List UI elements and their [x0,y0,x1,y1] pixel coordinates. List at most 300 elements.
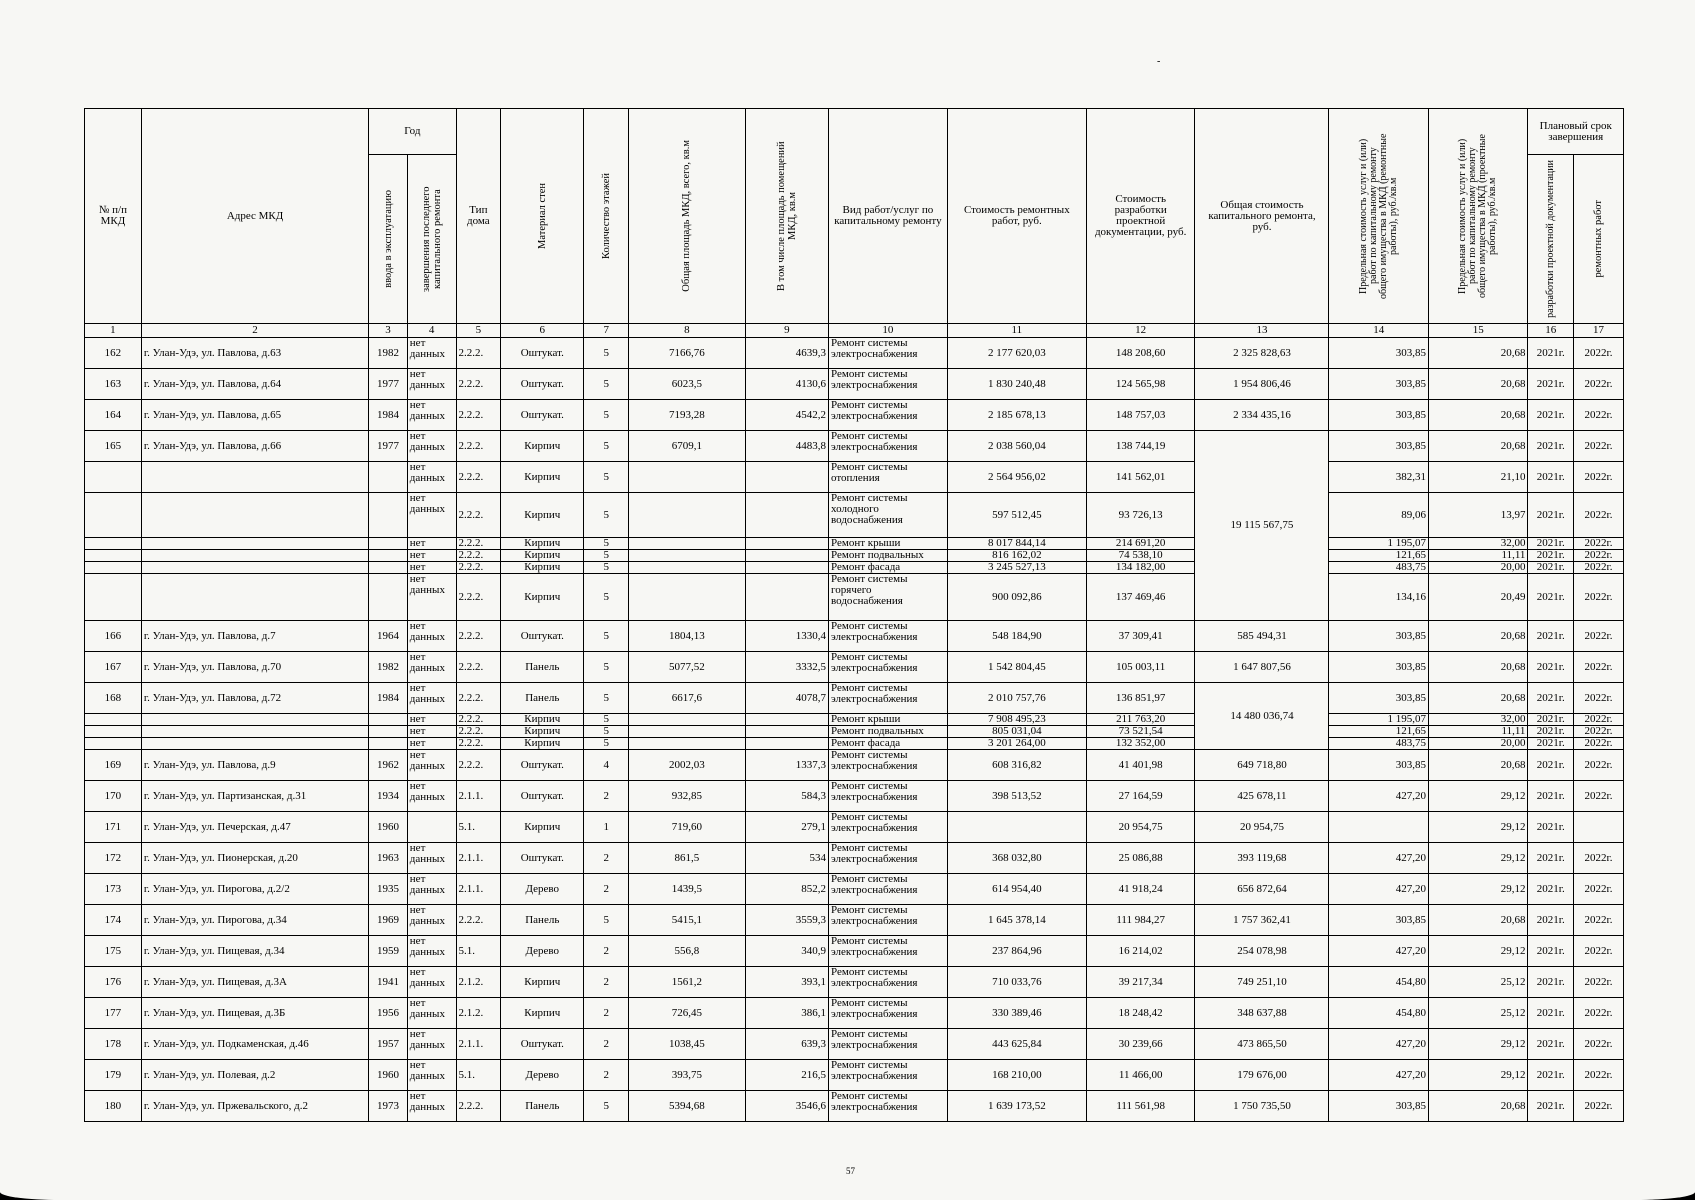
table-cell: нет данных [407,652,456,683]
table-cell: 121,65 [1329,550,1428,562]
page-number: 57 [846,1166,855,1176]
table-cell: 2022г. [1574,562,1624,574]
table-cell: 2.1.1. [456,781,501,812]
table-cell [141,714,368,726]
table-cell [369,462,408,493]
table-cell: нет данных [407,750,456,781]
table-cell: 4 [584,750,629,781]
table-cell: 473 865,50 [1195,1029,1329,1060]
table-cell: 585 494,31 [1195,621,1329,652]
table-cell: г. Улан-Удэ, ул. Пищевая, д.34 [141,936,368,967]
table-cell: 32,00 [1428,538,1527,550]
table-cell: 2.2.2. [456,652,501,683]
table-cell: 2022г. [1574,1060,1624,1091]
table-cell [85,574,142,621]
table-cell: Оштукат. [501,369,584,400]
table-cell: 1935 [369,874,408,905]
table-cell: 649 718,80 [1195,750,1329,781]
table-cell: 386,1 [745,998,828,1029]
table-cell: 6617,6 [629,683,746,714]
table-cell: Кирпич [501,550,584,562]
table-cell: 1 647 807,56 [1195,652,1329,683]
table-cell: г. Улан-Удэ, ул. Павлова, д.64 [141,369,368,400]
table-cell: 211 763,20 [1086,714,1195,726]
table-cell: 25,12 [1428,967,1527,998]
table-row [85,562,1624,574]
table-cell: 170 [85,781,142,812]
table-row [85,967,1624,998]
table-cell: Оштукат. [501,338,584,369]
table-cell: 29,12 [1428,781,1527,812]
table-cell: 2021г. [1528,843,1574,874]
header-col-repair-deadline: ремонтных работ [1574,155,1624,324]
table-cell: 816 162,02 [947,550,1086,562]
table-cell: 172 [85,843,142,874]
table-cell: 11,11 [1428,550,1527,562]
col-number: 10 [829,324,948,338]
table-cell: 368 032,80 [947,843,1086,874]
table-cell: нет данных [407,400,456,431]
table-cell: 1982 [369,652,408,683]
table-row [85,683,1624,714]
table-cell [141,493,368,538]
table-cell: 2.2.2. [456,726,501,738]
table-cell: 1959 [369,936,408,967]
table-cell: 7 908 495,23 [947,714,1086,726]
table-cell [629,538,746,550]
table-cell [141,562,368,574]
table-cell: 2021г. [1528,462,1574,493]
col-number: 16 [1528,324,1574,338]
table-row [85,493,1624,538]
table-cell: 27 164,59 [1086,781,1195,812]
table-cell: 121,65 [1329,726,1428,738]
table-cell: 483,75 [1329,738,1428,750]
table-cell: 1969 [369,905,408,936]
table-cell: Кирпич [501,431,584,462]
table-cell: 169 [85,750,142,781]
table-cell: 427,20 [1329,781,1428,812]
table-cell: 2021г. [1528,538,1574,550]
table-cell [369,562,408,574]
table-cell: Дерево [501,874,584,905]
table-header [85,109,1624,338]
table-cell: 164 [85,400,142,431]
table-cell: 1330,4 [745,621,828,652]
table-cell: 2021г. [1528,369,1574,400]
table-cell: Ремонт системы горячего водоснабжения [829,574,948,621]
table-cell: Оштукат. [501,400,584,431]
table-cell: 2021г. [1528,1060,1574,1091]
table-cell: Ремонт системы электроснабжения [829,400,948,431]
table-cell: 134,16 [1329,574,1428,621]
table-cell: 2.2.2. [456,1091,501,1122]
table-cell: г. Улан-Удэ, ул. Павлова, д.70 [141,652,368,683]
table-row [85,750,1624,781]
table-cell: 30 239,66 [1086,1029,1195,1060]
table-cell [629,562,746,574]
table-cell: 900 092,86 [947,574,1086,621]
header-plan-group: Плановый срок завершения [1528,109,1624,155]
table-cell: 2021г. [1528,781,1574,812]
table-cell: 2021г. [1528,338,1574,369]
table-cell: 2022г. [1574,683,1624,714]
table-cell: Ремонт крыши [829,538,948,550]
table-cell: 303,85 [1329,621,1428,652]
table-cell: 175 [85,936,142,967]
table-cell: 5 [584,338,629,369]
table-cell: 382,31 [1329,462,1428,493]
table-cell: 1934 [369,781,408,812]
table-cell: 2022г. [1574,781,1624,812]
table-cell: нет данных [407,462,456,493]
table-cell: 852,2 [745,874,828,905]
table-cell: 719,60 [629,812,746,843]
table-cell [85,562,142,574]
table-cell: 303,85 [1329,652,1428,683]
table-cell: 2 177 620,03 [947,338,1086,369]
table-cell [141,726,368,738]
table-cell: 5 [584,1091,629,1122]
table-cell: 1439,5 [629,874,746,905]
table-cell: Панель [501,1091,584,1122]
table-cell [85,714,142,726]
table-cell: нет [407,726,456,738]
table-cell: 25,12 [1428,998,1527,1029]
table-cell: нет данных [407,493,456,538]
table-cell: 2021г. [1528,714,1574,726]
table-cell: 2022г. [1574,493,1624,538]
table-cell: 2021г. [1528,652,1574,683]
table-cell: 29,12 [1428,874,1527,905]
table-cell: 165 [85,431,142,462]
table-row [85,400,1624,431]
table-cell: 174 [85,905,142,936]
table-row [85,462,1624,493]
table-row [85,431,1624,462]
table-cell: 427,20 [1329,1060,1428,1091]
table-cell: нет данных [407,338,456,369]
table-cell: 2.1.1. [456,1029,501,1060]
table-cell [85,538,142,550]
table-cell: 2.2.2. [456,621,501,652]
table-cell: 2 [584,874,629,905]
table-cell: 2 325 828,63 [1195,338,1329,369]
table-cell: 2 564 956,02 [947,462,1086,493]
table-cell [85,493,142,538]
table-cell: нет данных [407,967,456,998]
table-cell: 134 182,00 [1086,562,1195,574]
table-cell: 2.2.2. [456,338,501,369]
table-cell: 2021г. [1528,562,1574,574]
table-cell: 7193,28 [629,400,746,431]
table-cell: 5 [584,562,629,574]
table-cell: 20,68 [1428,338,1527,369]
table-cell: Ремонт системы электроснабжения [829,431,948,462]
table-cell: 2 038 560,04 [947,431,1086,462]
table-cell [141,550,368,562]
table-row [85,738,1624,750]
table-cell: 303,85 [1329,1091,1428,1122]
table-cell: 303,85 [1329,750,1428,781]
table-cell: 2 [584,967,629,998]
table-row [85,369,1624,400]
table-cell: 180 [85,1091,142,1122]
table-cell: 111 561,98 [1086,1091,1195,1122]
header-col-house-type: Тип дома [456,109,501,324]
table-cell: 237 864,96 [947,936,1086,967]
table-cell: 584,3 [745,781,828,812]
table-cell [369,538,408,550]
table-cell: нет данных [407,998,456,1029]
col-number: 12 [1086,324,1195,338]
table-cell [745,538,828,550]
table-cell: 639,3 [745,1029,828,1060]
table-cell: 7166,76 [629,338,746,369]
table-cell: 148 757,03 [1086,400,1195,431]
table-cell [1574,812,1624,843]
table-cell: 1956 [369,998,408,1029]
table-cell: 1957 [369,1029,408,1060]
table-cell: Ремонт системы электроснабжения [829,936,948,967]
table-cell: 5.1. [456,1060,501,1091]
table-row [85,652,1624,683]
table-cell: 1 757 362,41 [1195,905,1329,936]
table-cell: 2.2.2. [456,493,501,538]
table-cell: 73 521,54 [1086,726,1195,738]
table-cell: Ремонт системы электроснабжения [829,1029,948,1060]
table-cell: 2021г. [1528,493,1574,538]
table-cell: 2.2.2. [456,431,501,462]
table-cell: 443 625,84 [947,1029,1086,1060]
table-cell: Панель [501,683,584,714]
table-cell: 303,85 [1329,905,1428,936]
table-cell: Кирпич [501,726,584,738]
table-cell: 29,12 [1428,843,1527,874]
table-cell: Панель [501,652,584,683]
table-cell: г. Улан-Удэ, ул. Пржевальского, д.2 [141,1091,368,1122]
table-cell: 2 [584,1060,629,1091]
table-cell: 13,97 [1428,493,1527,538]
table-cell: 2021г. [1528,400,1574,431]
table-row [85,905,1624,936]
capital-repair-table-wrapper [84,108,1624,1122]
table-cell [745,462,828,493]
table-cell: 5 [584,462,629,493]
table-cell [629,550,746,562]
table-cell [141,462,368,493]
table-cell: 2021г. [1528,812,1574,843]
table-cell: Панель [501,905,584,936]
table-cell: Кирпич [501,493,584,538]
col-number: 2 [141,324,368,338]
table-cell: 2022г. [1574,738,1624,750]
col-number: 11 [947,324,1086,338]
table-cell [629,738,746,750]
table-cell: Ремонт системы электроснабжения [829,683,948,714]
table-cell: 254 078,98 [1195,936,1329,967]
table-cell: 4639,3 [745,338,828,369]
table-cell: нет данных [407,431,456,462]
table-cell: Оштукат. [501,1029,584,1060]
table-cell: 20 954,75 [1086,812,1195,843]
table-cell: 2022г. [1574,574,1624,621]
table-cell: нет [407,562,456,574]
table-cell: 141 562,01 [1086,462,1195,493]
table-cell: 548 184,90 [947,621,1086,652]
table-cell: 166 [85,621,142,652]
table-cell: 1 954 806,46 [1195,369,1329,400]
table-cell: нет данных [407,683,456,714]
table-cell: 20,68 [1428,905,1527,936]
table-cell: 32,00 [1428,714,1527,726]
table-cell: 20,68 [1428,431,1527,462]
table-cell: нет данных [407,1029,456,1060]
table-row [85,550,1624,562]
table-cell: Оштукат. [501,781,584,812]
table-cell: 2022г. [1574,431,1624,462]
table-cell: 5 [584,726,629,738]
col-number: 17 [1574,324,1624,338]
table-cell: 3 201 264,00 [947,738,1086,750]
table-cell: 4078,7 [745,683,828,714]
table-cell: Ремонт системы электроснабжения [829,750,948,781]
table-cell [369,550,408,562]
table-cell: Дерево [501,936,584,967]
table-cell: 303,85 [1329,338,1428,369]
table-cell: 2.2.2. [456,683,501,714]
table-cell: 5077,52 [629,652,746,683]
table-cell: 5 [584,683,629,714]
table-cell: нет данных [407,621,456,652]
table-cell: г. Улан-Удэ, ул. Пищевая, д.3Б [141,998,368,1029]
table-cell [745,574,828,621]
table-cell: 20 954,75 [1195,812,1329,843]
table-cell: 608 316,82 [947,750,1086,781]
table-cell: 2 185 678,13 [947,400,1086,431]
table-cell: 2021г. [1528,750,1574,781]
table-cell: 2.2.2. [456,462,501,493]
table-cell: 2021г. [1528,1029,1574,1060]
table-cell: 1984 [369,400,408,431]
table-row [85,843,1624,874]
table-cell: Оштукат. [501,621,584,652]
col-number: 5 [456,324,501,338]
table-cell: 1 [584,812,629,843]
table-cell: Оштукат. [501,843,584,874]
table-cell: 1 195,07 [1329,714,1428,726]
table-cell: 168 [85,683,142,714]
header-col-design-deadline: разработки проектной документации [1528,155,1574,324]
table-cell: Дерево [501,1060,584,1091]
table-cell: 427,20 [1329,874,1428,905]
col-number: 1 [85,324,142,338]
table-cell: 2022г. [1574,338,1624,369]
table-cell: 3546,6 [745,1091,828,1122]
table-cell: 124 565,98 [1086,369,1195,400]
table-cell: г. Улан-Удэ, ул. Пирогова, д.2/2 [141,874,368,905]
table-row [85,998,1624,1029]
table-cell: 41 918,24 [1086,874,1195,905]
header-col-premises-area: В том числе площадь помещений МКД, кв.м [745,109,828,324]
table-cell: Ремонт подвальных [829,726,948,738]
table-cell: Ремонт системы электроснабжения [829,998,948,1029]
table-cell: 2022г. [1574,1091,1624,1122]
table-cell: 1973 [369,1091,408,1122]
table-cell: 2021г. [1528,936,1574,967]
table-cell [745,550,828,562]
table-cell [629,574,746,621]
table-cell: 29,12 [1428,1029,1527,1060]
table-cell: г. Улан-Удэ, ул. Партизанская, д.31 [141,781,368,812]
table-cell: 14 480 036,74 [1195,683,1329,750]
table-cell: 5 [584,621,629,652]
table-row [85,338,1624,369]
header-col-floors: Количество этажей [584,109,629,324]
table-cell: 2021г. [1528,874,1574,905]
header-col-last-repair-year: завершения последнего капитального ремонта [407,155,456,324]
table-cell: 2022г. [1574,462,1624,493]
table-cell: 1960 [369,812,408,843]
table-cell: Кирпич [501,998,584,1029]
header-year-group: Год [369,109,456,155]
table-cell: 1804,13 [629,621,746,652]
table-cell: Кирпич [501,738,584,750]
table-row [85,874,1624,905]
table-cell: 5 [584,905,629,936]
col-number: 3 [369,324,408,338]
table-cell: Кирпич [501,812,584,843]
table-cell: г. Улан-Удэ, ул. Павлова, д.66 [141,431,368,462]
header-col-work-type: Вид работ/услуг по капитальному ремонту [829,109,948,324]
table-cell: 1963 [369,843,408,874]
table-cell: 216,5 [745,1060,828,1091]
table-cell: г. Улан-Удэ, ул. Павлова, д.7 [141,621,368,652]
table-cell: 2022г. [1574,550,1624,562]
table-cell: г. Улан-Удэ, ул. Полевая, д.2 [141,1060,368,1091]
table-cell: 25 086,88 [1086,843,1195,874]
table-cell: 1 195,07 [1329,538,1428,550]
table-cell: 179 676,00 [1195,1060,1329,1091]
table-cell: Ремонт системы электроснабжения [829,1060,948,1091]
table-cell: 2.2.2. [456,538,501,550]
capital-repair-table [84,108,1624,1122]
table-cell: 5415,1 [629,905,746,936]
table-row [85,538,1624,550]
table-cell: 2 [584,843,629,874]
table-cell: 2.2.2. [456,400,501,431]
table-cell [629,493,746,538]
header-col-total-area: Общая площадь МКД, всего, кв.м [629,109,746,324]
table-cell: 214 691,20 [1086,538,1195,550]
col-number: 8 [629,324,746,338]
table-cell: 5 [584,431,629,462]
table-cell: 1941 [369,967,408,998]
table-cell: нет данных [407,874,456,905]
table-cell: Ремонт системы холодного водоснабжения [829,493,948,538]
table-cell: Кирпич [501,562,584,574]
table-cell: 427,20 [1329,936,1428,967]
table-cell: Ремонт системы электроснабжения [829,967,948,998]
table-cell: 2.1.2. [456,998,501,1029]
table-cell: Ремонт подвальных [829,550,948,562]
table-cell: 2022г. [1574,652,1624,683]
table-cell: 2021г. [1528,738,1574,750]
table-cell [369,493,408,538]
table-cell: 1 542 804,45 [947,652,1086,683]
table-cell: 2022г. [1574,874,1624,905]
table-cell: 37 309,41 [1086,621,1195,652]
